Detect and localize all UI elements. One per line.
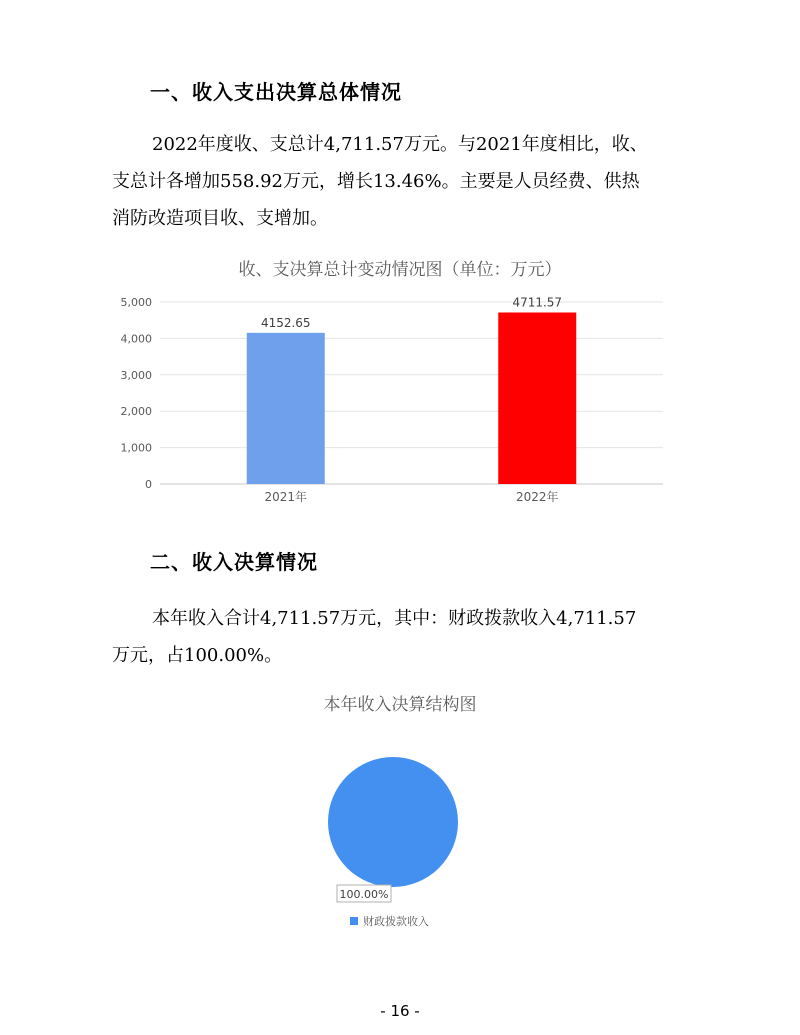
data-label: 4711.57: [512, 295, 563, 310]
paragraph-line: 万元，占100.00%。: [112, 645, 283, 666]
section1-heading: 一、收入支出决算总体情况: [150, 80, 402, 104]
pie-slice: [328, 757, 458, 887]
bar: [247, 333, 325, 484]
x-tick-label: 2021年: [264, 490, 308, 504]
data-label: 4152.65: [260, 315, 311, 330]
y-tick-label: 0: [145, 478, 152, 491]
y-tick-label: 2,000: [120, 405, 152, 419]
legend-label: 财政拨款收入: [363, 915, 429, 928]
paragraph-line: 支总计各增加558.92万元，增长13.46%。主要是人员经费、供热: [112, 171, 640, 192]
bar-chart: [100, 285, 680, 510]
bar-chart-title: 收、支决算总计变动情况图（单位：万元）: [238, 260, 562, 280]
pie-chart-title: 本年收入决算结构图: [323, 695, 477, 715]
data-label: 100.00%: [339, 888, 389, 901]
y-tick-label: 3,000: [120, 368, 152, 382]
x-tick-label: 2022年: [515, 490, 559, 504]
legend-swatch: [350, 917, 358, 925]
y-tick-label: 1,000: [120, 441, 152, 455]
section2-heading: 二、收入决算情况: [150, 550, 318, 574]
paragraph-line: 2022年度收、支总计4,711.57万元。与2021年度相比，收、: [152, 134, 648, 155]
paragraph-line: 本年收入合计4,711.57万元，其中：财政拨款收入4,711.57: [152, 608, 637, 629]
page-number: - 16 -: [380, 1002, 420, 1020]
section2-paragraph: [112, 600, 682, 674]
paragraph-line: 消防改造项目收、支增加。: [112, 208, 328, 229]
section1-paragraph: [112, 126, 682, 237]
bar: [498, 312, 576, 484]
y-tick-label: 5,000: [120, 296, 152, 309]
y-tick-label: 4,000: [120, 332, 152, 346]
pie-chart: [300, 740, 500, 940]
